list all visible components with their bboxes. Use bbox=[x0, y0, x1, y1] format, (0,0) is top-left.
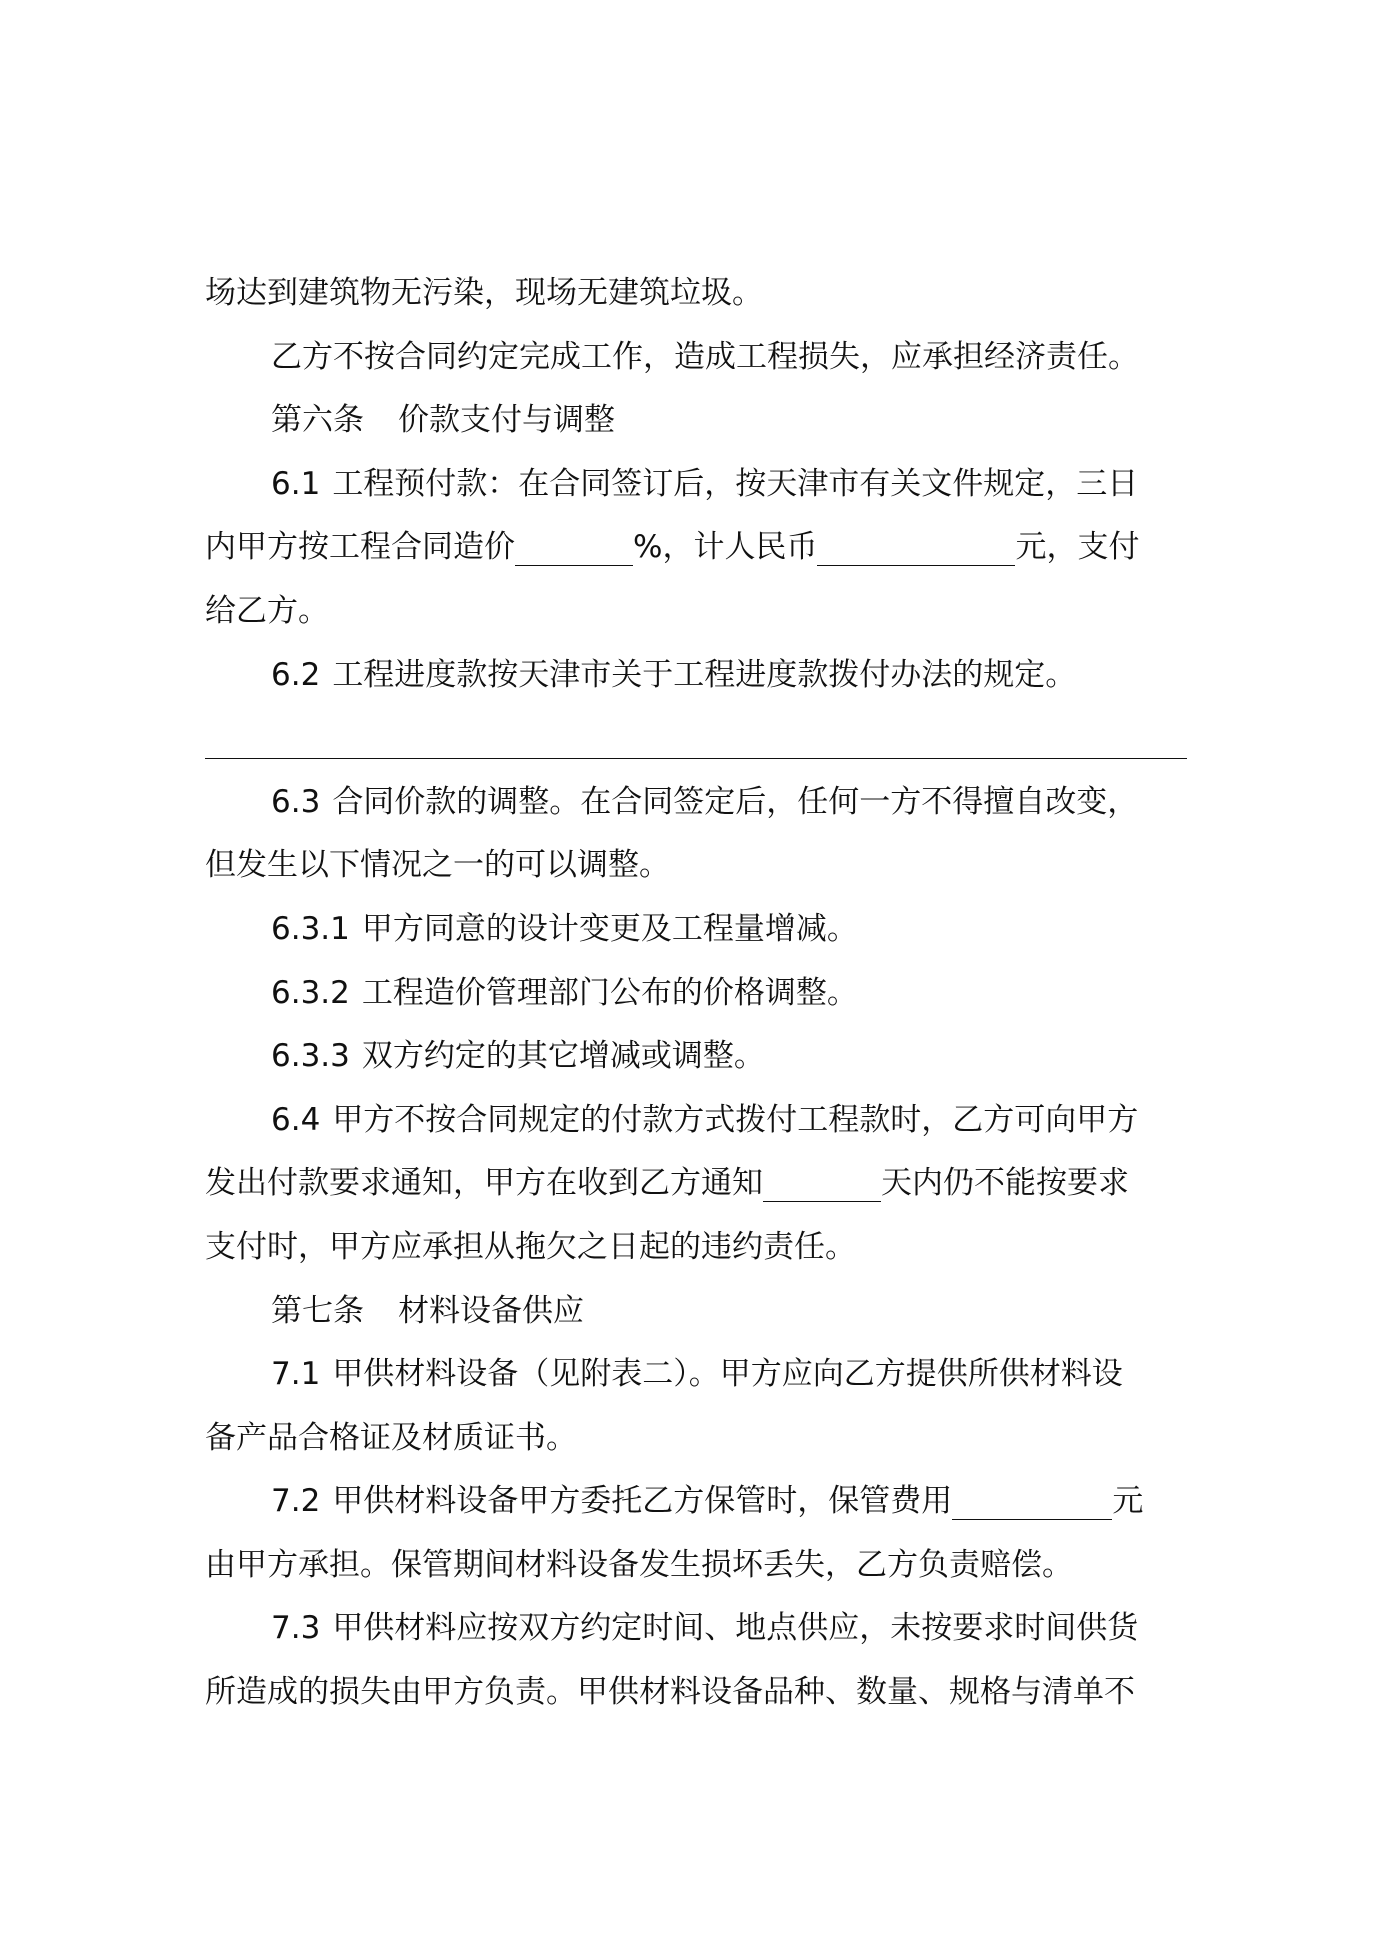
text-line bbox=[205, 1152, 1187, 1216]
text-line bbox=[205, 1407, 1187, 1471]
blank-field-percent[interactable] bbox=[515, 531, 633, 566]
clause-6-1 bbox=[205, 453, 1187, 517]
text-line bbox=[205, 580, 1187, 644]
paragraph-text: 乙方不按合同约定完成工作，造成工程损失，应承担经济责任。 bbox=[271, 338, 1139, 375]
clause-number: 6.4 bbox=[271, 1101, 321, 1138]
article-6-heading bbox=[205, 389, 1187, 453]
clause-number: 7.1 bbox=[271, 1356, 321, 1393]
clause-7-2 bbox=[205, 1470, 1187, 1534]
clause-6-3-2 bbox=[205, 962, 1187, 1026]
clause-text: 甲方同意的设计变更及工程量增减。 bbox=[361, 910, 858, 947]
paragraph-text: 内甲方按工程合同造价 bbox=[205, 529, 515, 566]
blank-field-amount[interactable] bbox=[817, 531, 1015, 566]
clause-7-3 bbox=[205, 1597, 1187, 1661]
clause-text: 合同价款的调整。在合同签定后，任何一方不得擅自改变， bbox=[332, 783, 1139, 820]
clause-number: 7.2 bbox=[271, 1483, 321, 1520]
clause-number: 6.3.3 bbox=[271, 1038, 350, 1075]
paragraph-text: 由甲方承担。保管期间材料设备发生损坏丢失，乙方负责赔偿。 bbox=[205, 1546, 1073, 1583]
text-line bbox=[205, 1534, 1187, 1598]
clause-text: 工程预付款：在合同签订后，按天津市有关文件规定，三日 bbox=[332, 465, 1139, 502]
clause-6-2 bbox=[205, 644, 1187, 708]
blank-line[interactable] bbox=[205, 707, 1187, 771]
paragraph-text: 发出付款要求通知，甲方在收到乙方通知 bbox=[205, 1165, 763, 1202]
paragraph-text: 支付时，甲方应承担从拖欠之日起的违约责任。 bbox=[205, 1228, 856, 1265]
clause-text: 甲供材料应按双方约定时间、地点供应，未按要求时间供货 bbox=[332, 1610, 1139, 1647]
paragraph-text: %，计人民币 bbox=[633, 529, 818, 566]
clause-6-3-1 bbox=[205, 898, 1187, 962]
paragraph-text: 场达到建筑物无污染，现场无建筑垃圾。 bbox=[205, 275, 763, 311]
clause-text: 甲方不按合同规定的付款方式拨付工程款时，乙方可向甲方 bbox=[332, 1101, 1139, 1138]
clause-number: 6.3 bbox=[271, 783, 321, 820]
article-title: 材料设备供应 bbox=[398, 1292, 584, 1329]
text-line bbox=[205, 1661, 1187, 1725]
clause-6-4 bbox=[205, 1089, 1187, 1153]
paragraph-text: 元，支付 bbox=[1015, 529, 1140, 566]
clause-number: 6.2 bbox=[271, 656, 321, 693]
paragraph-text: 给乙方。 bbox=[205, 592, 329, 629]
text-line bbox=[205, 516, 1187, 580]
paragraph-text: 但发生以下情况之一的可以调整。 bbox=[205, 847, 670, 884]
text-line bbox=[205, 326, 1187, 390]
article-number: 第七条 bbox=[271, 1292, 364, 1329]
paragraph-text: 元 bbox=[1112, 1483, 1144, 1520]
clause-text: 双方约定的其它增减或调整。 bbox=[361, 1038, 765, 1075]
blank-field-days[interactable] bbox=[763, 1167, 881, 1202]
text-line bbox=[205, 1216, 1187, 1280]
clause-7-1 bbox=[205, 1343, 1187, 1407]
blank-field-fee[interactable] bbox=[952, 1485, 1112, 1520]
paragraph-text: 所造成的损失由甲方负责。甲供材料设备品种、数量、规格与清单不 bbox=[205, 1674, 1135, 1711]
text-line bbox=[205, 834, 1187, 898]
clause-6-3 bbox=[205, 771, 1187, 835]
article-title: 价款支付与调整 bbox=[398, 402, 615, 439]
underline-rule bbox=[205, 758, 1187, 759]
document-page bbox=[205, 262, 1187, 1725]
clause-text: 工程进度款按天津市关于工程进度款拨付办法的规定。 bbox=[332, 656, 1077, 693]
clause-number: 6.3.1 bbox=[271, 910, 350, 947]
clause-text: 甲供材料设备（见附表二）。甲方应向乙方提供所供材料设 bbox=[332, 1356, 1123, 1393]
clause-number: 6.1 bbox=[271, 465, 321, 502]
article-number: 第六条 bbox=[271, 402, 364, 439]
paragraph-text: 天内仍不能按要求 bbox=[881, 1165, 1129, 1202]
clause-number: 7.3 bbox=[271, 1610, 321, 1647]
clause-6-3-3 bbox=[205, 1025, 1187, 1089]
text-line bbox=[205, 262, 1187, 326]
clause-text: 甲供材料设备甲方委托乙方保管时，保管费用 bbox=[332, 1483, 953, 1520]
article-7-heading bbox=[205, 1280, 1187, 1344]
clause-text: 工程造价管理部门公布的价格调整。 bbox=[361, 974, 858, 1011]
paragraph-text: 备产品合格证及材质证书。 bbox=[205, 1419, 577, 1456]
clause-number: 6.3.2 bbox=[271, 974, 350, 1011]
